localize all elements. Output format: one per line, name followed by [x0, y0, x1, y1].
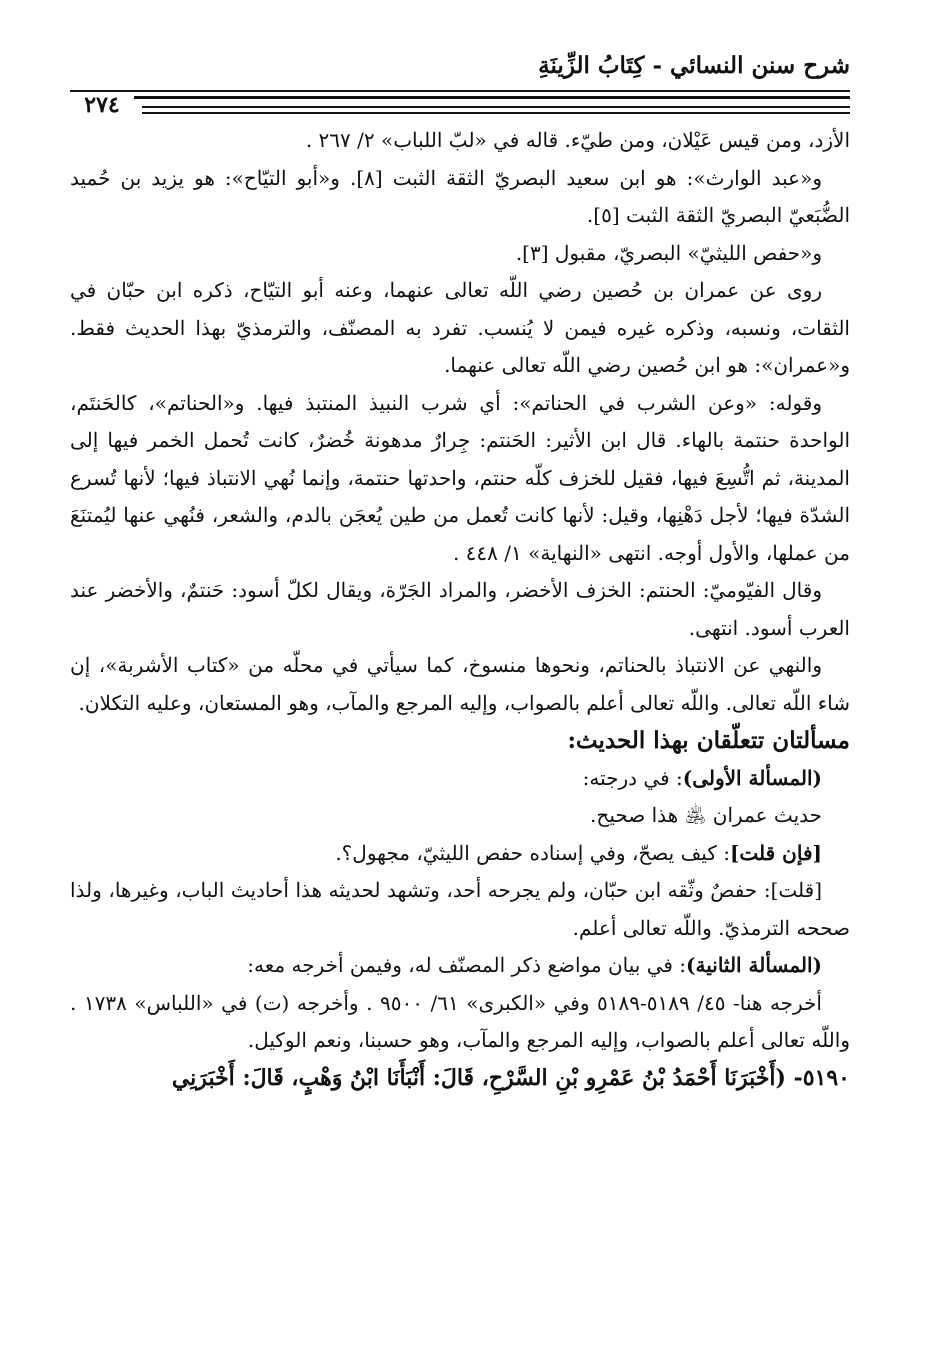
issue-two-heading: [70, 947, 850, 985]
paragraph: روى عن عمران بن حُصين رضي اللّه تعالى عنهما، وعنه أبو التيّاح، ذكره ابن حبّان في الثقات، ونسبه، وذكره غيره فيمن لا يُنسب. تفرد به المصنّف، والترمذيّ بهذا الحديث فقط. و«عمران»: هو ابن حُصين رضي اللّه تعالى عنهما.: [70, 278, 850, 377]
issue-two-text: : في بيان مواضع ذكر المصنّف له، وفيمن أخرجه معه:: [247, 953, 687, 977]
paragraph: و«حفص الليثيّ» البصريّ، مقبول [٣].: [515, 240, 822, 265]
paragraph: وقال الفيّوميّ: الحنتم: الخزف الأخضر، والمراد الجَرّة، ويقال لكلّ أسود: حَنتمٌ، والأخضر عند العرب أسود. انتهى.: [70, 578, 850, 640]
objection-label: [فإن قلت]: [729, 840, 822, 865]
section-heading: مسألتان تتعلّقان بهذا الحديث:: [567, 727, 850, 754]
book-page: [70, 40, 850, 1340]
issue-one-text: : في درجته:: [582, 765, 683, 790]
paragraph: و«عبد الوارث»: هو ابن سعيد البصريّ الثقة الثبت [٨]. و«أبو التيّاح»: هو يزيد بن حُميد الضُّبَعيّ البصريّ الثقة الثبت [٥].: [70, 165, 850, 227]
hadith-line: ٥١٩٠- (أَخْبَرَنَا أَحْمَدُ بْنُ عَمْرِو بْنِ السَّرْحِ، قَالَ: أَنْبَأَنَا ابْنُ وَهْبٍ، قَالَ: أَخْبَرَنِي: [171, 1064, 850, 1091]
header-rule-top: [70, 90, 850, 92]
answer: [قلت]: حفصٌ وثّقه ابن حبّان، ولم يجرحه أحد، وتشهد لحديثه هذا أحاديث الباب، وغيرها، ولذا صححه الترمذيّ. واللّه تعالى أعلم.: [70, 878, 850, 940]
issue-two-body: أخرجه هنا- ٤٥/ ٥١٨٩-٥١٨٩ وفي «الكبرى» ٦١/ ٩٥٠٠ . وأخرجه (ت) في «اللباس» ١٧٣٨ . واللّه تعالى أعلم بالصواب، وإليه المرجع والمآب، وهو حسبنا، ونعم الوكيل.: [70, 990, 850, 1052]
objection: [70, 835, 850, 873]
paragraph: والنهي عن الانتباذ بالحناتم، ونحوها منسوخ، كما سيأتي في محلّه من «كتاب الأشربة»، إن شاء اللّه تعالى. واللّه تعالى أعلم بالصواب، وإليه المرجع والمآب، وهو المستعان، وعليه التكلان.: [70, 653, 850, 715]
paragraph: الأزد، ومن قيس عَيْلان، ومن طيّء. قاله في «لبّ اللباب» ٢/ ٢٦٧ .: [305, 128, 850, 152]
paragraph: وقوله: «وعن الشرب في الحناتم»: أي شرب النبيذ المنتبذ فيها. و«الحناتم»، كالحَنتَم، الواحدة حنتمة بالهاء. قال ابن الأثير: الحَنتم: جِرارٌ مدهونة خُضرٌ، كانت تُحمل الخمر فيها إلى المدينة، ثم اتُّسِعَ فيها، فقيل للخزف كلّه حنتم، واحدتها حنتمة، وإنما نُهي الانتباذ فيها؛ لأنها تُسرع الشدّة فيها؛ لأجل دَهْنِها، وقيل: لأنها كانت تُعمل من طين يُعجَن بالدم، والشعر، فنُهي عنها ليُمتنَعَ من عملها، والأول أوجه. انتهى «النهاية» ١/ ٤٤٨ .: [70, 390, 851, 565]
header-rule-lower-2: [142, 112, 850, 114]
header-rule-thick: [70, 96, 850, 99]
page-number: ٢٧٤: [70, 92, 134, 118]
objection-text: : كيف يصحّ، وفي إسناده حفص الليثيّ، مجهول؟.: [335, 840, 730, 865]
running-head-title: شرح سنن النسائي - كِتَابُ الزِّينَةِ: [538, 52, 850, 79]
header-rule-lower-1: [142, 106, 850, 108]
issue-one-heading: [70, 760, 850, 798]
issue-two-label: (المسألة الثانية): [686, 953, 822, 977]
issue-one-line: حديث عمران ﵁ هذا صحيح.: [590, 803, 822, 827]
body-text: [70, 122, 850, 1097]
issue-one-label: (المسألة الأولى): [682, 765, 822, 790]
